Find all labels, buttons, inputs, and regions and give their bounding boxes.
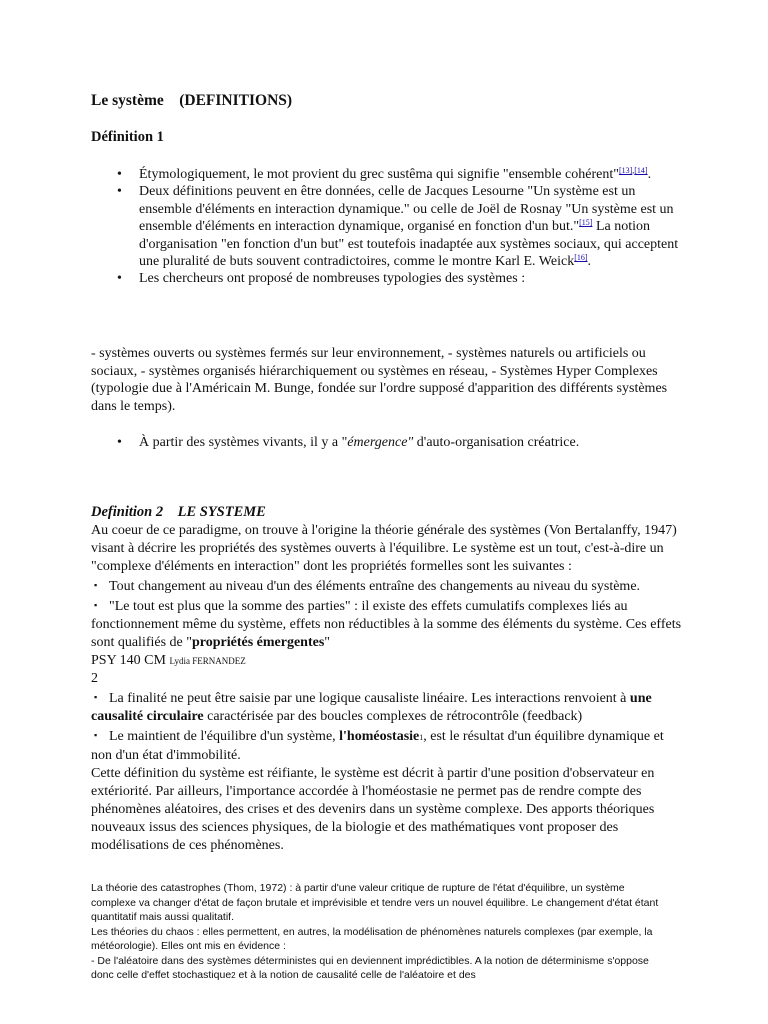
list-item bbox=[91, 688, 686, 726]
item-text: Le maintient de l'équilibre d'un système, bbox=[109, 729, 340, 744]
emergence-bullet-list bbox=[117, 434, 682, 451]
aleatoire-note bbox=[91, 954, 671, 984]
note-text: - De l'aléatoire dans des systèmes déterministes qui en deviennent imprédictibles. A la notion de déterminisme s'oppose donc celle d'effet stochastique bbox=[91, 954, 649, 981]
note-text-continued: et à la notion de causalité celle de l'aléatoire et des bbox=[235, 969, 476, 981]
list-item bbox=[117, 183, 682, 270]
bullet-text: À partir des systèmes vivants, il y a " bbox=[139, 435, 348, 450]
list-item bbox=[91, 596, 686, 652]
bold-term: une causalité circulaire bbox=[91, 691, 652, 724]
list-item bbox=[91, 576, 686, 596]
item-text: "Le tout est plus que la somme des parties" : il existe des effets cumulatifs complexes liés au fonctionnement même du système, effets non réductibles à la somme des éléments du système. Ces effets sont qualifiés de " bbox=[91, 599, 682, 650]
author-name: Lydia FERNANDEZ bbox=[169, 656, 246, 666]
bullet-icon: • bbox=[117, 184, 122, 200]
bullet-icon: • bbox=[117, 271, 122, 287]
list-item bbox=[117, 270, 682, 287]
definition-2-body bbox=[91, 522, 686, 855]
footnote-link-15[interactable]: [15] bbox=[579, 218, 593, 228]
chaos-note: Les théories du chaos : elles permettent, en autres, la modélisation de phénomènes naturels complexes (par exemple, la météorologie). Elles ont mis en évidence : bbox=[91, 925, 653, 952]
footnote-separator: , bbox=[632, 166, 635, 175]
footnote-marker: 2 bbox=[231, 971, 236, 980]
page-title: Le système (DEFINITIONS) bbox=[91, 92, 293, 109]
bullet-end: . bbox=[587, 254, 592, 270]
footnote-link-13[interactable]: [13] bbox=[618, 166, 633, 175]
footnote-link-16[interactable]: [16] bbox=[574, 253, 588, 263]
intro-paragraph: Au coeur de ce paradigme, on trouve à l'origine la théorie générale des systèmes (Von Bertalanffy, 1947) visant à décrire les propriétés des systèmes ouverts à l'équilibre. Le système est un tout, c'est-à-dire un "complexe d'éléments en interaction" dont les propriétés formelles sont les suivantes : bbox=[91, 523, 677, 574]
square-bullet-icon: ▪ bbox=[94, 580, 98, 590]
catastrophe-note: La théorie des catastrophes (Thom, 1972) : à partir d'une valeur critique de rupture de l'état d'équilibre, un système complexe va changer d'état de façon brutale et imprévisible et tendre vers un nouvel équilibre. Le changement d'état étant quantitatif mais aussi qualitatif. bbox=[91, 882, 659, 923]
item-text: La finalité ne peut être saisie par une logique causaliste linéaire. Les interactions renvoient à bbox=[109, 691, 630, 706]
bullet-text-continued: d'auto-organisation créatrice. bbox=[413, 435, 580, 450]
list-item bbox=[117, 166, 682, 183]
bullet-text: Deux définitions peuvent en être données, celle de Jacques Lesourne "Un système est un ensemble d'éléments en interaction dynamique." ou celle de Joël de Rosnay "Un système est un ensemble d'éléments en interaction dynamique, organisé en fonction d'un but." bbox=[139, 184, 674, 235]
square-bullet-icon: ▪ bbox=[94, 730, 98, 740]
footnote-marker: 1 bbox=[419, 733, 424, 742]
notes-block bbox=[91, 881, 671, 984]
bold-term: l'homéostasie bbox=[339, 729, 420, 744]
bold-term: propriétés émergentes bbox=[191, 635, 325, 650]
definition-1-bullet-list bbox=[117, 166, 682, 288]
square-bullet-icon: ▪ bbox=[94, 600, 98, 610]
square-bullet-icon: ▪ bbox=[94, 692, 98, 702]
running-header bbox=[91, 652, 686, 670]
conclusion-paragraph: Cette définition du système est réifiante, le système est décrit à partir d'une position d'observateur en extériorité. Par ailleurs, l'importance accordée à l'homéostasie ne permet pas de rendre compte des phénomènes aléatoires, des crises et des devenirs dans un système complexe. Des apports théoriques nouveaux issus des sciences physiques, de la biologie et des mathématiques vont proposer des modélisations de ces phénomènes. bbox=[91, 766, 655, 853]
footnote-link-14[interactable]: [14] bbox=[634, 166, 648, 175]
definition-2-heading: Definition 2 LE SYSTEME bbox=[91, 504, 266, 520]
list-item bbox=[117, 434, 682, 451]
item-text-continued: caractérisée par des boucles complexes de rétrocontrôle (feedback) bbox=[203, 709, 583, 724]
bullet-icon: • bbox=[117, 435, 122, 450]
bullet-icon: • bbox=[117, 167, 122, 182]
typology-paragraph: - systèmes ouverts ou systèmes fermés sur leur environnement, - systèmes naturels ou artificiels ou sociaux, - systèmes organisés hiérarchiquement ou systèmes en réseau, - Systèmes Hyper Complexes (typologie due à l'Américain M. Bunge, fondée sur l'ordre supposé d'apparition des différents systèmes dans le temps). bbox=[91, 346, 668, 414]
bullet-text: Étymologiquement, le mot provient du grec sustêma qui signifie "ensemble cohérent" bbox=[139, 167, 619, 182]
definition-1-heading: Définition 1 bbox=[91, 129, 164, 145]
item-end: " bbox=[324, 635, 331, 650]
course-code: PSY 140 CM bbox=[91, 653, 170, 668]
bullet-text-continued: La notion d'organisation "en fonction d'un but" est toutefois inadaptée aux systèmes sociaux, qui acceptent une pluralité de buts souvent contradictoires, comme le montre Karl E. Weick bbox=[139, 219, 679, 270]
list-item bbox=[91, 726, 686, 765]
item-text-continued: , est le résultat d'un équilibre dynamique et non d'un état d'immobilité. bbox=[91, 729, 664, 763]
item-text: Tout changement au niveau d'un des éléments entraîne des changements au niveau du système. bbox=[109, 579, 641, 594]
bullet-end: . bbox=[647, 167, 652, 182]
page-number: 2 bbox=[91, 671, 98, 686]
emphasis-text: émergence" bbox=[347, 435, 414, 450]
bullet-text: Les chercheurs ont proposé de nombreuses typologies des systèmes : bbox=[139, 271, 526, 287]
